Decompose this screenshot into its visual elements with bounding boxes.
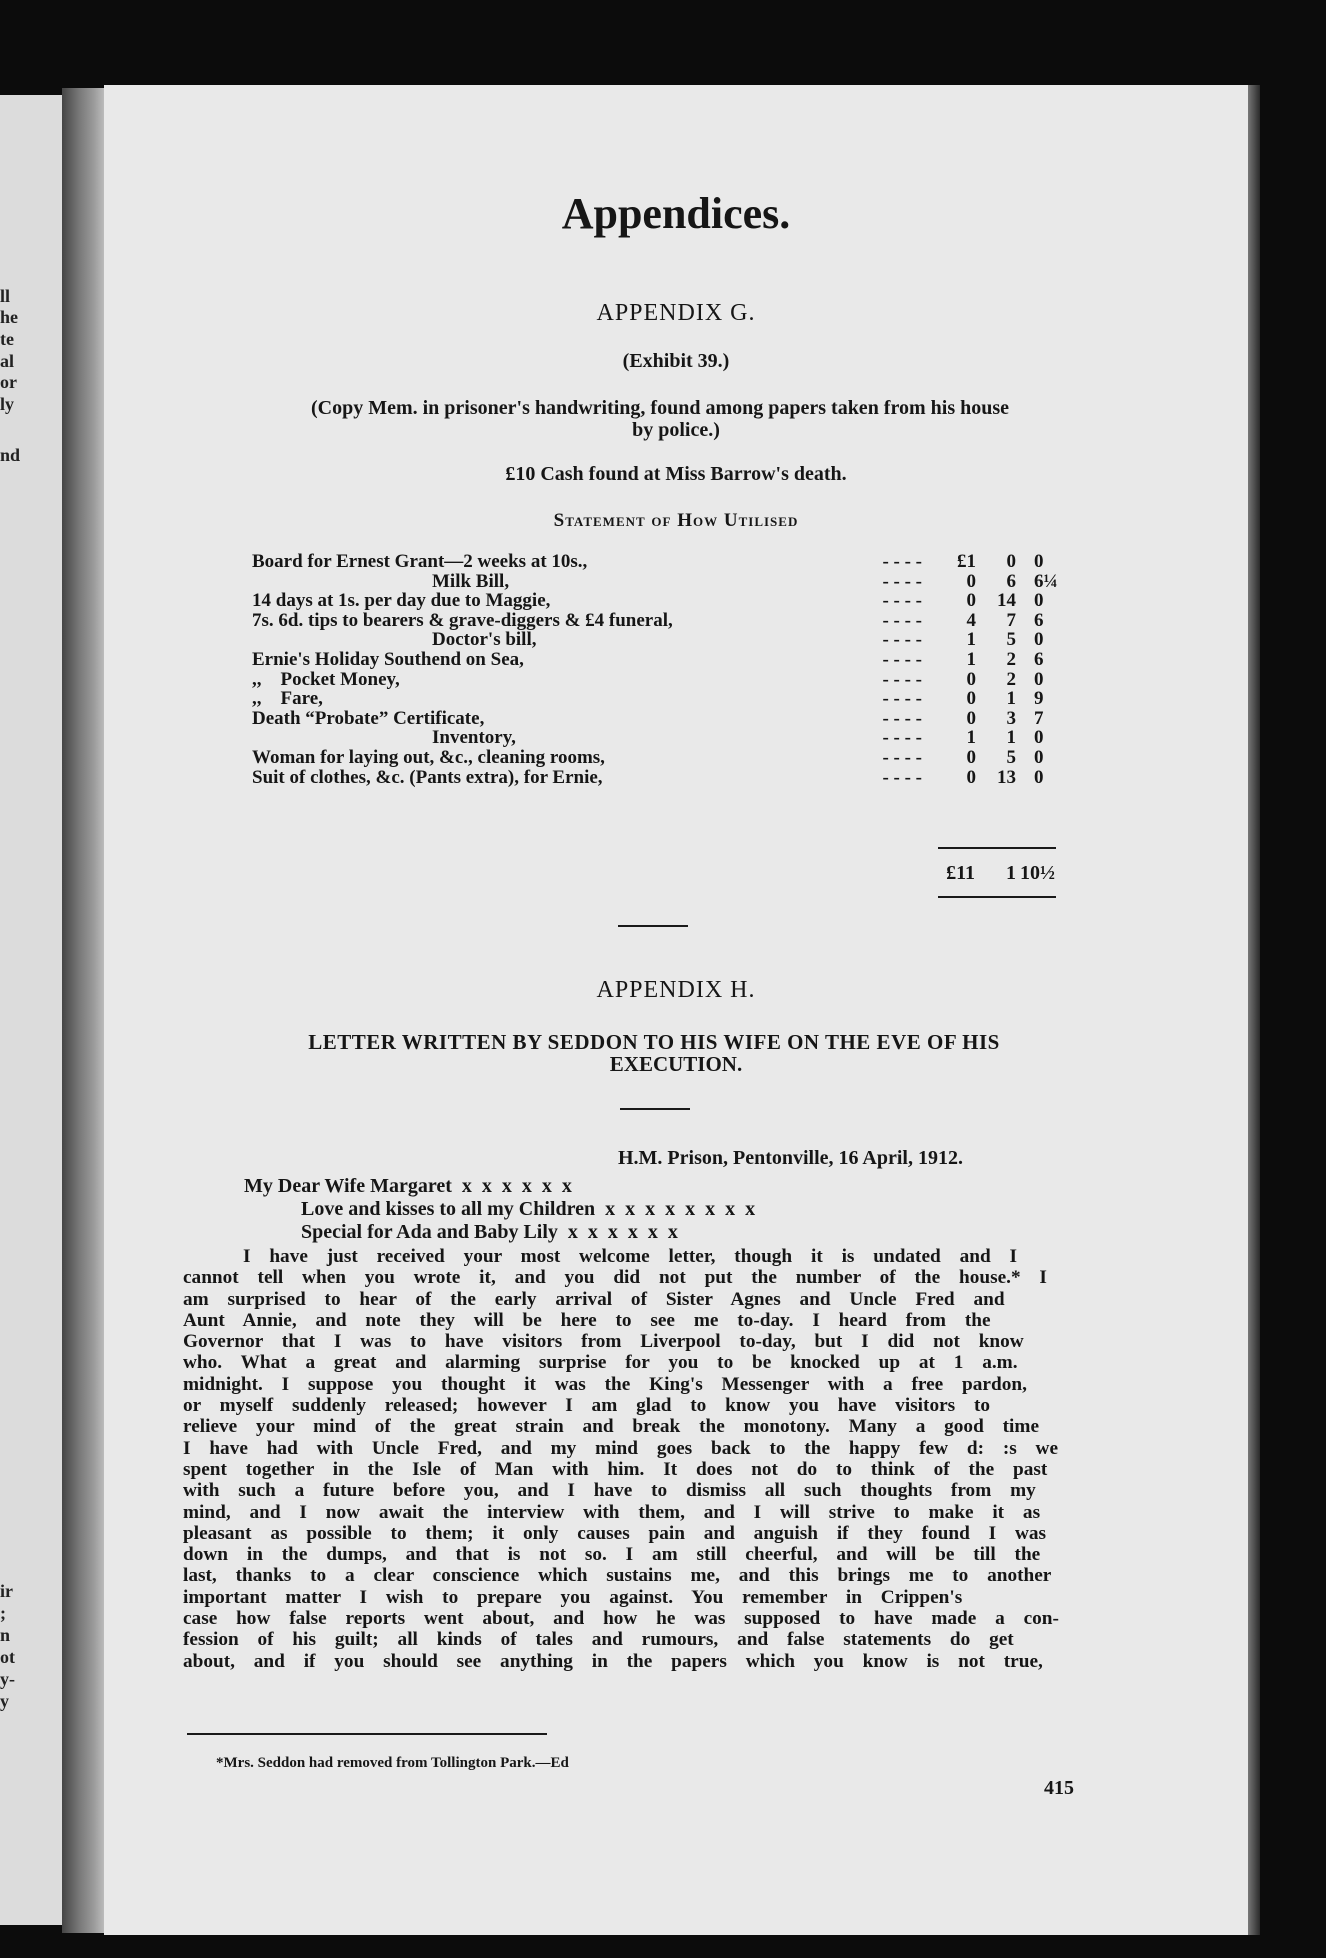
letter-line: fession of his guilt; all kinds of tales and rumours, and false statements do get <box>183 1629 1014 1651</box>
statement-item: Woman for laying out, &c., cleaning rooms, <box>252 746 605 768</box>
amount-pence: 7 <box>1034 707 1044 729</box>
amount-pounds: 0 <box>966 668 976 690</box>
left-page-fragment: ly <box>0 394 15 414</box>
amount-shillings: 2 <box>1006 648 1016 670</box>
amount-shillings: 5 <box>1006 629 1016 651</box>
statement-row <box>252 630 1062 650</box>
statement-table <box>252 552 1062 787</box>
letter-dateline: H.M. Prison, Pentonville, 16 April, 1912. <box>618 1147 963 1169</box>
statement-item: Suit of clothes, &c. (Pants extra), for Ernie, <box>252 766 603 788</box>
amount-shillings: 13 <box>997 766 1016 788</box>
amount-pounds: 0 <box>966 688 976 710</box>
letter-line: Governor that I was to have visitors from Liverpool to-day, but I did not know <box>183 1331 1024 1353</box>
letter-line: Aunt Annie, and note they will be here to see me to-day. I heard from the <box>183 1309 991 1331</box>
left-page-fragment: he <box>0 307 18 327</box>
left-page-fragment: nd <box>0 445 21 465</box>
cash-found-line: £10 Cash found at Miss Barrow's death. <box>505 463 847 485</box>
amount-pence: 0 <box>1034 590 1044 612</box>
subtotal-rule <box>938 847 1056 849</box>
book-gutter <box>62 88 104 1933</box>
leader-dashes: - - - - <box>882 766 922 788</box>
letter-line: relieve your mind of the great strain and break the monotony. Many a good time <box>183 1416 1040 1438</box>
letter-title-line1: LETTER WRITTEN BY SEDDON TO HIS WIFE ON THE EVE OF HIS <box>308 1030 1000 1054</box>
amount-shillings: 6 <box>1006 570 1016 592</box>
salutation-line1: My Dear Wife Margaret x x x x x x <box>244 1175 572 1197</box>
footnote: *Mrs. Seddon had removed from Tollington Park.—Ed <box>216 1755 569 1771</box>
statement-item: Doctor's bill, <box>432 629 537 651</box>
letter-line: I have had with Uncle Fred, and my mind goes back to the happy few d: :s we <box>183 1437 1059 1459</box>
statement-row <box>252 552 1062 572</box>
leader-dashes: - - - - <box>882 746 922 768</box>
letter-line: midnight. I suppose you thought it was the King's Messenger with a free pardon, <box>183 1373 1027 1395</box>
letter-line: pleasant as possible to them; it only causes pain and anguish if they found I was <box>183 1522 1047 1544</box>
leader-dashes: - - - - <box>882 570 922 592</box>
amount-pounds: 1 <box>966 648 976 670</box>
amount-pence: 0 <box>1034 766 1044 788</box>
amount-shillings: 2 <box>1006 668 1016 690</box>
statement-row <box>252 670 1062 690</box>
statement-item: Death “Probate” Certificate, <box>252 707 485 729</box>
amount-pounds: 0 <box>966 746 976 768</box>
amount-pounds: 4 <box>966 609 976 631</box>
statement-item: Milk Bill, <box>432 570 510 592</box>
amount-pence: 0 <box>1034 629 1044 651</box>
left-page-fragment: ot <box>0 1647 15 1667</box>
left-page-fragment: n <box>0 1625 11 1645</box>
memo-note-line2: by police.) <box>632 419 720 441</box>
amount-pence: 0 <box>1034 551 1044 572</box>
statement-row <box>252 591 1062 611</box>
amount-pence: 6 <box>1034 648 1044 670</box>
page-number: 415 <box>1044 1777 1074 1799</box>
letter-title-line2: EXECUTION. <box>609 1052 743 1076</box>
left-page-fragment: ; <box>0 1603 6 1623</box>
leader-dashes: - - - - <box>882 629 922 651</box>
statement-item: 14 days at 1s. per day due to Maggie, <box>252 590 551 612</box>
leader-dashes: - - - - <box>882 668 922 690</box>
amount-pounds: £1 <box>957 551 976 572</box>
leader-dashes: - - - - <box>882 551 922 572</box>
letter-line: spent together in the Isle of Man with him. It does not do to think of the past <box>183 1458 1048 1480</box>
statement-item: ,, Fare, <box>252 688 323 710</box>
amount-pence: 0 <box>1034 746 1044 768</box>
leader-dashes: - - - - <box>882 590 922 612</box>
letter-line: who. What a great and alarming surprise for you to be knocked up at 1 a.m. <box>183 1352 1018 1374</box>
statement-row <box>252 728 1062 748</box>
amount-pounds: 0 <box>966 766 976 788</box>
statement-row <box>252 572 1062 592</box>
amount-pounds: 0 <box>966 570 976 592</box>
total-shillings: 1 <box>1006 862 1016 884</box>
salutation-line2: Love and kisses to all my Children x x x x x x x x <box>301 1198 756 1220</box>
footnote-rule <box>187 1733 547 1735</box>
letter-line: down in the dumps, and that is not so. I am still cheerful, and will be till the <box>183 1544 1041 1566</box>
leader-dashes: - - - - <box>882 707 922 729</box>
amount-shillings: 5 <box>1006 746 1016 768</box>
left-page-fragment: al <box>0 351 15 371</box>
section-divider <box>618 925 688 927</box>
amount-shillings: 1 <box>1006 688 1016 710</box>
leader-dashes: - - - - <box>882 648 922 670</box>
letter-line: about, and if you should see anything in the papers which you know is not true, <box>183 1650 1043 1672</box>
statement-row <box>252 768 1062 788</box>
letter-line: or myself suddenly released; however I am glad to know you have visitors to <box>183 1395 991 1417</box>
page-edge-shadow <box>1248 85 1260 1935</box>
letter-line: with such a future before you, and I have to dismiss all such thoughts from my <box>183 1480 1036 1502</box>
amount-pence: 9 <box>1034 688 1044 710</box>
exhibit-label: (Exhibit 39.) <box>622 350 730 372</box>
amount-shillings: 3 <box>1006 707 1016 729</box>
letter-body <box>183 1246 1128 1672</box>
memo-note-line1: (Copy Mem. in prisoner's handwriting, found among papers taken from his house <box>310 397 1010 419</box>
letter-line: cannot tell when you wrote it, and you did not put the number of the house.* I <box>183 1267 1047 1289</box>
statement-item: Inventory, <box>432 727 516 749</box>
amount-shillings: 14 <box>997 590 1016 612</box>
statement-item: ,, Pocket Money, <box>252 668 400 690</box>
statement-item: Board for Ernest Grant—2 weeks at 10s., <box>252 551 588 572</box>
title-divider <box>620 1108 690 1110</box>
amount-pence: 0 <box>1034 668 1044 690</box>
page-title: Appendices. <box>561 189 791 238</box>
amount-pounds: 1 <box>966 727 976 749</box>
total-rule <box>938 896 1056 898</box>
amount-shillings: 0 <box>1006 551 1016 572</box>
amount-shillings: 1 <box>1006 727 1016 749</box>
leader-dashes: - - - - <box>882 688 922 710</box>
statement-row <box>252 709 1062 729</box>
statement-row <box>252 689 1062 709</box>
left-page-fragment: ir <box>0 1581 13 1601</box>
amount-pounds: 1 <box>966 629 976 651</box>
left-page-fragment: ll <box>0 286 11 306</box>
left-page-fragment: y <box>0 1691 9 1711</box>
amount-shillings: 7 <box>1006 609 1016 631</box>
appendix-g-heading: APPENDIX G. <box>596 300 756 326</box>
leader-dashes: - - - - <box>882 727 922 749</box>
statement-row <box>252 748 1062 768</box>
leader-dashes: - - - - <box>882 609 922 631</box>
salutation-line3: Special for Ada and Baby Lily x x x x x x <box>301 1221 678 1243</box>
letter-line: last, thanks to a clear conscience which sustains me, and this brings me to another <box>183 1565 1052 1587</box>
statement-row <box>252 650 1062 670</box>
appendix-h-heading: APPENDIX H. <box>596 977 756 1003</box>
statement-item: Ernie's Holiday Southend on Sea, <box>252 648 524 670</box>
amount-pence: 6¼ <box>1034 570 1058 592</box>
amount-pounds: 0 <box>966 590 976 612</box>
amount-pence: 0 <box>1034 727 1044 749</box>
letter-line: mind, and I now await the interview with them, and I will strive to make it as <box>183 1501 1041 1523</box>
amount-pence: 6 <box>1034 609 1044 631</box>
letter-line: I have just received your most welcome letter, though it is undated and I <box>243 1246 1017 1267</box>
letter-line: important matter I wish to prepare you against. You remember in Crippen's <box>183 1586 963 1608</box>
left-page-fragment: or <box>0 372 17 392</box>
left-page-fragment: te <box>0 329 14 349</box>
statement-heading: Statement of How Utilised <box>553 510 799 531</box>
total-pence: 10½ <box>1020 862 1055 884</box>
amount-pounds: 0 <box>966 707 976 729</box>
total-pounds: £11 <box>946 862 975 884</box>
left-page-fragment: y- <box>0 1669 15 1689</box>
letter-line: am surprised to hear of the early arrival of Sister Agnes and Uncle Fred and <box>183 1288 1005 1310</box>
letter-line: case how false reports went about, and how he was supposed to have made a con- <box>183 1608 1059 1630</box>
statement-row <box>252 611 1062 631</box>
statement-item: 7s. 6d. tips to bearers & grave-diggers & £4 funeral, <box>252 609 673 631</box>
